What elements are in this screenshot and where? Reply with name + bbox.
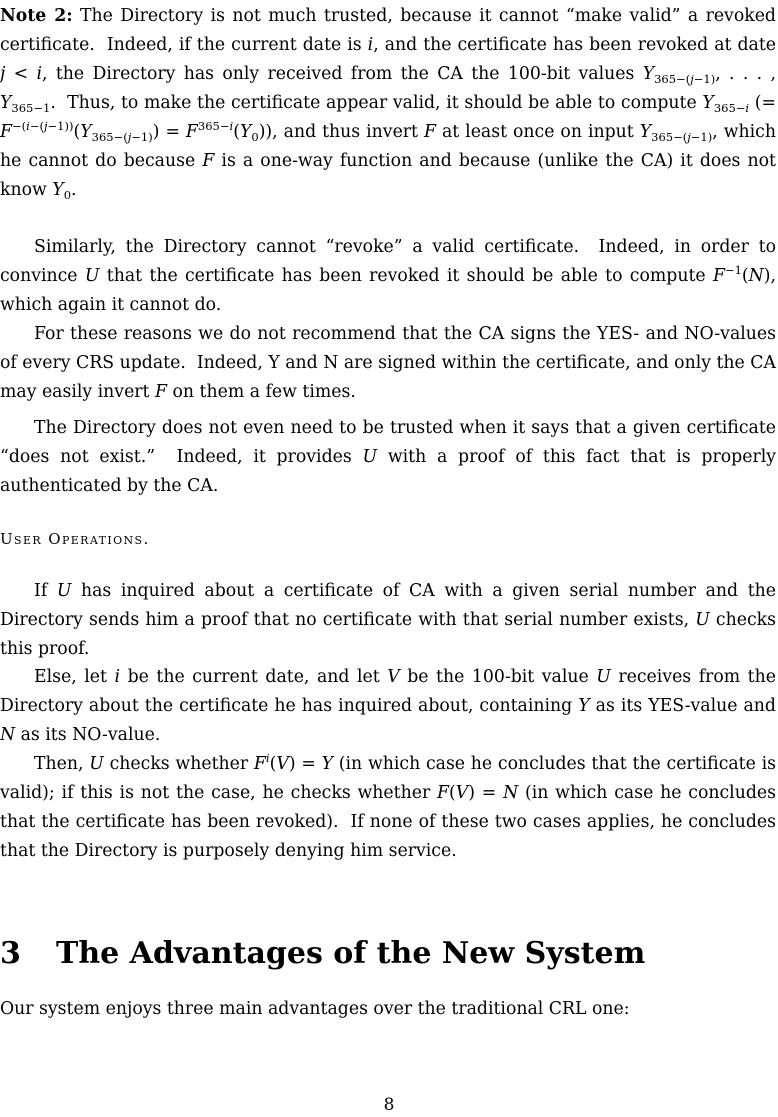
note-label: Note 2: (0, 6, 73, 26)
page-number: 8 (383, 1095, 395, 1115)
note-paragraph-2: Similarly, the Directory cannot “revoke” a valid certificate. Indeed, in order to convince U that the certificate has been revoked it should be able to compute $F^{-1}(N)$, which again it cannot do. (0, 237, 777, 315)
section-number: 3 (0, 936, 21, 971)
user-operations-paragraph-1: If U has inquired about a certificate of CA with a given serial number and the Directory sends him a proof that no certificate with that serial number exists, U checks this proof. (0, 581, 777, 659)
note-paragraph-4: The Directory does not even need to be trusted when it says that a given certificate “does not exist.” Indeed, it provides U with a proof of this fact that is properly authenticated by the CA. (0, 418, 776, 496)
user-operations-paragraph-3: Then, U checks whether $F^i(V) = Y$ (in which case he concludes that the certificate is valid); if this is not the case, he checks whether F(V) = N (in which case he concludes that the certificate has been revoked). If none of these two cases applies, he concludes that the Directory is purposely denying him service. (0, 751, 777, 861)
section-intro: Our system enjoys three main advantages over the traditional CRL one: (0, 999, 630, 1019)
note-paragraph (0, 2, 776, 205)
note-paragraph-3: For these reasons we do not recommend that the CA signs the YES- and NO-values of every CRS update. Indeed, Y and N are signed within the certificate, and only the CA may easily invert F on them a few times. (0, 324, 776, 402)
user-operations-paragraph-2: Else, let i be the current date, and let V be the 100-bit value U receives from the Directory about the certificate he has inquired about, containing Y as its YES-value and N as its NO-value. (0, 667, 776, 745)
user-operations-heading: User Operations. (0, 530, 150, 548)
section-heading (0, 932, 776, 976)
section-title: The Advantages of the New System (56, 936, 646, 971)
note-text: The Directory is not much trusted, because it cannot “make valid” a revoked certificate. Indeed, if the current date is i, and the certificate has been revoked at date j < i, the Directory has only received from the CA the 100-bit values $Y_{365-(j-1)}$, . . . , $Y_{365-1}$. Thus, to make the certificate appear valid, it should be able to compute $Y_{365-i}$ (= $F^{-(i-(j-1))}(Y_{365-(j-1)}) = F^{365-i}(Y_0)$), and thus invert F at least once on input $Y_{365-(j-1)}$, which he cannot do because F is a one-way function and because (unlike the CA) it does not know $Y_0$. (0, 6, 776, 202)
